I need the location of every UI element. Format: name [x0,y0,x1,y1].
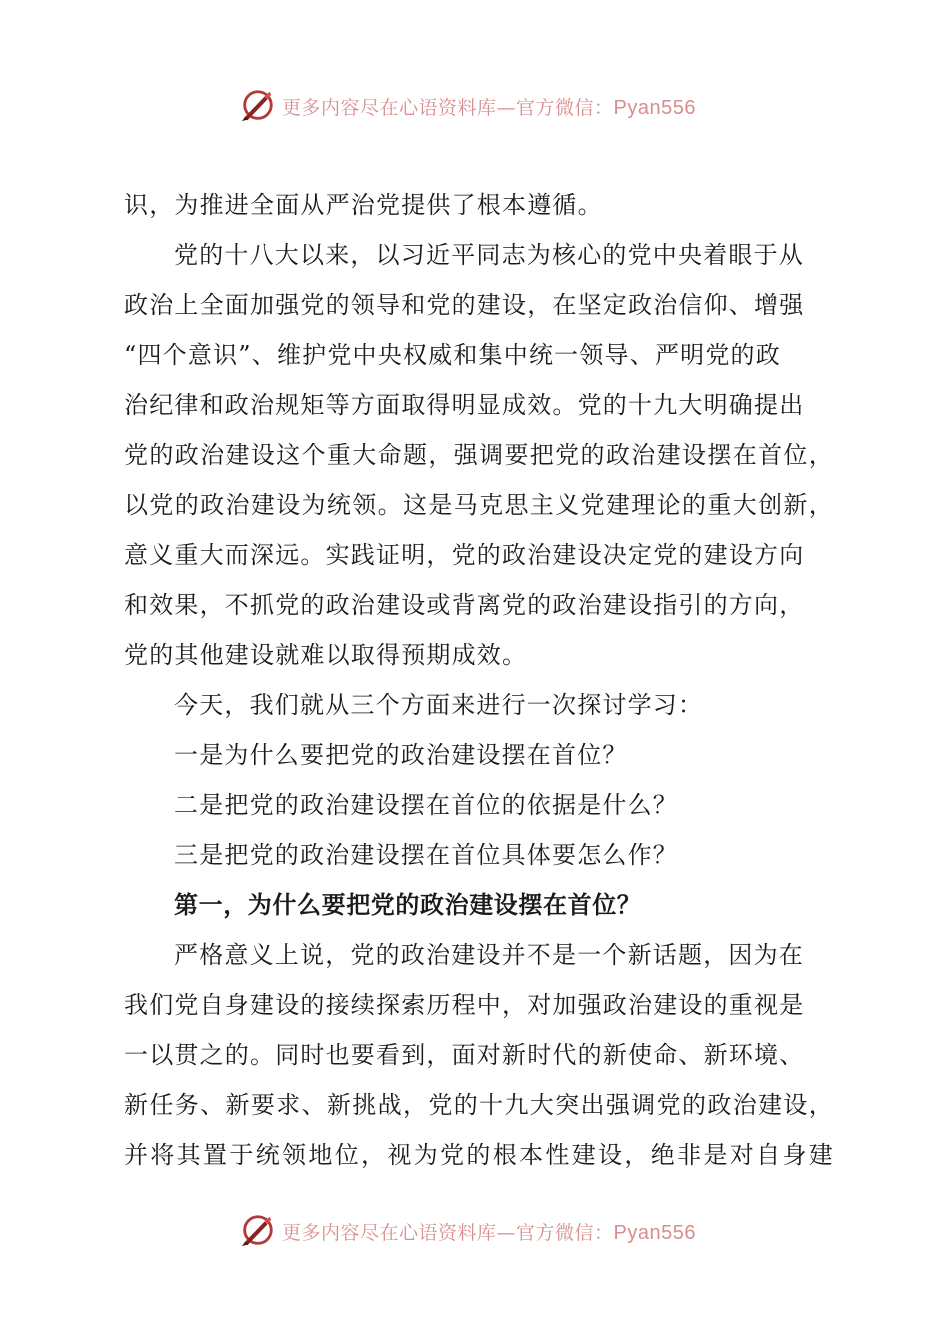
text-line: 二是把党的政治建设摆在首位的依据是什么？ [174,791,678,819]
text-line: 党的政治建设这个重大命题，强调要把党的政治建设摆在首位， [124,441,834,469]
section-heading: 第一，为什么要把党的政治建设摆在首位？ [174,891,642,919]
text-line: 意义重大而深远。实践证明，党的政治建设决定党的建设方向 [124,541,805,569]
text-line: 严格意义上说，党的政治建设并不是一个新话题，因为在 [174,941,804,969]
text-line: 识，为推进全面从严治党提供了根本遵循。 [124,191,603,219]
text-line: 和效果，不抓党的政治建设或背离党的政治建设指引的方向， [124,591,805,619]
text-line: 治纪律和政治规矩等方面取得明显成效。党的十九大明确提出 [124,391,805,419]
text-line: 党的十八大以来，以习近平同志为核心的党中央着眼于从 [174,241,804,269]
pen-logo-icon [238,1212,276,1250]
text-line: 党的其他建设就难以取得预期成效。 [124,641,528,669]
pen-logo-icon [238,87,276,125]
text-line: 一是为什么要把党的政治建设摆在首位？ [174,741,628,769]
text-line: 今天，我们就从三个方面来进行一次探讨学习： [174,691,704,719]
text-line: 政治上全面加强党的领导和党的建设，在坚定政治信仰、增强 [124,291,805,319]
document-body [124,180,834,1180]
text-line: 三是把党的政治建设摆在首位具体要怎么作？ [174,841,678,869]
header-banner [0,84,950,128]
text-line: “四个意识”、维护党中央权威和集中统一领导、严明党的政 [124,341,781,369]
banner-text: 更多内容尽在心语资料库—官方微信：Pyan556 [282,96,696,119]
text-line: 我们党自身建设的接续探索历程中，对加强政治建设的重视是 [124,991,805,1019]
text-line: 以党的政治建设为统领。这是马克思主义党建理论的重大创新， [124,491,834,519]
text-line: 并将其置于统领地位，视为党的根本性建设，绝非是对自身建 [124,1141,834,1169]
footer-banner [0,1209,950,1253]
text-line: 一以贯之的。同时也要看到，面对新时代的新使命、新环境、 [124,1041,805,1069]
text-line: 新任务、新要求、新挑战，党的十九大突出强调党的政治建设， [124,1091,834,1119]
banner-text: 更多内容尽在心语资料库—官方微信：Pyan556 [282,1221,696,1244]
